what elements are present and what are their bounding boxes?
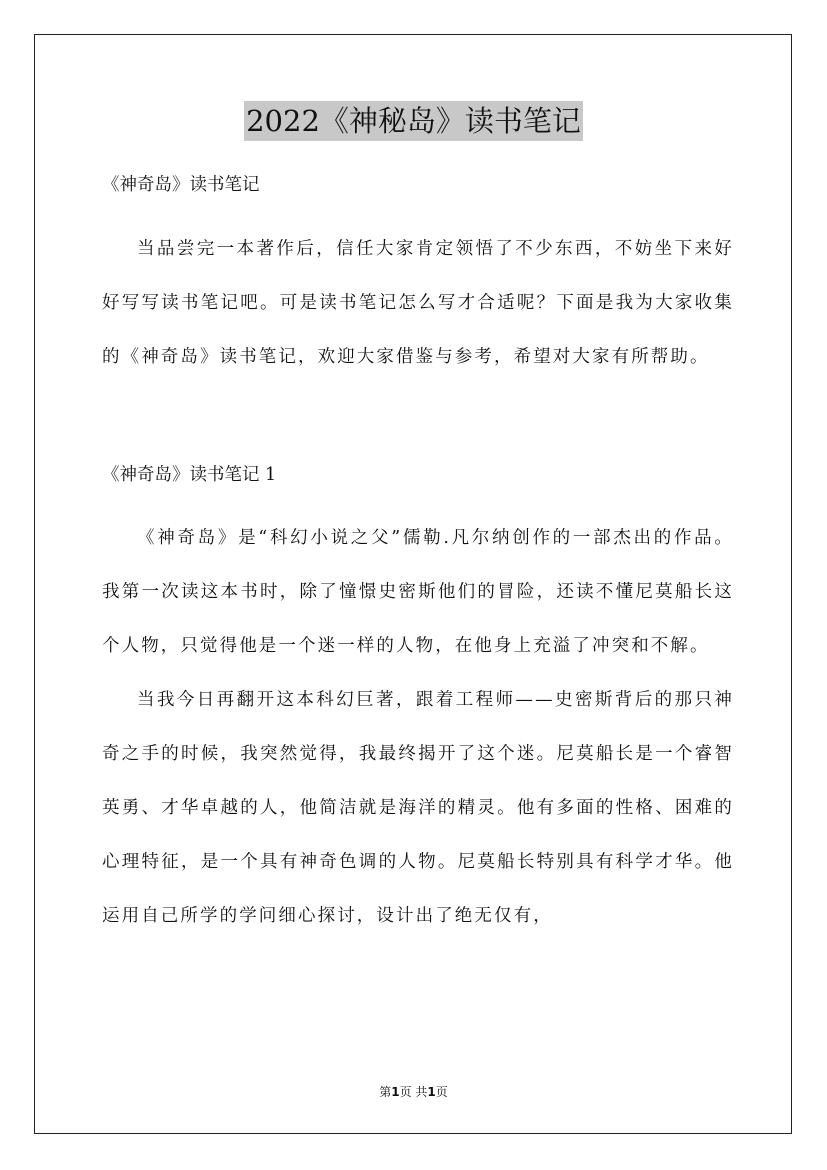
body-paragraph: 当我今日再翻开这本科幻巨著，跟着工程师——史密斯背后的那只神奇之手的时候，我突然觉得，我最终揭开了这个迷。尼莫船长是一个睿智英勇、才华卓越的人，他简洁就是海洋的精灵。他有多面的性格、困难的心理特征，是一个具有神奇色调的人物。尼莫船长特别具有科学才华。他运用自己所学的学问细心探讨，设计出了绝无仅有， [102,690,734,926]
section-heading-intro: 《神奇岛》读书笔记 [102,175,260,195]
section-heading-1: 《神奇岛》读书笔记 1 [102,465,277,485]
footer-mid: 页 共 [399,1085,428,1099]
footer-prefix: 第 [379,1085,392,1099]
title-container [0,101,827,141]
footer-page-number: 1 [391,1085,400,1099]
body-paragraph: 《神奇岛》是“科幻小说之父”儒勒.凡尔纳创作的一部杰出的作品。我第一次读这本书时，除了憧憬史密斯他们的冒险，还读不懂尼莫船长这个人物，只觉得他是一个迷一样的人物，在他身上充溢了冲突和不解。 [102,528,734,656]
document-title: 2022《神秘岛》读书笔记 [244,101,583,141]
document-body [102,172,734,943]
page-footer [0,1083,827,1100]
intro-paragraph: 当品尝完一本著作后，信任大家肯定领悟了不少东西，不妨坐下来好好写写读书笔记吧。可是读书笔记怎么写才合适呢？下面是我为大家收集的《神奇岛》读书笔记，欢迎大家借鉴与参考，希望对大家有所帮助。 [102,239,734,367]
footer-total-pages: 1 [427,1085,436,1099]
footer-suffix: 页 [435,1085,448,1099]
